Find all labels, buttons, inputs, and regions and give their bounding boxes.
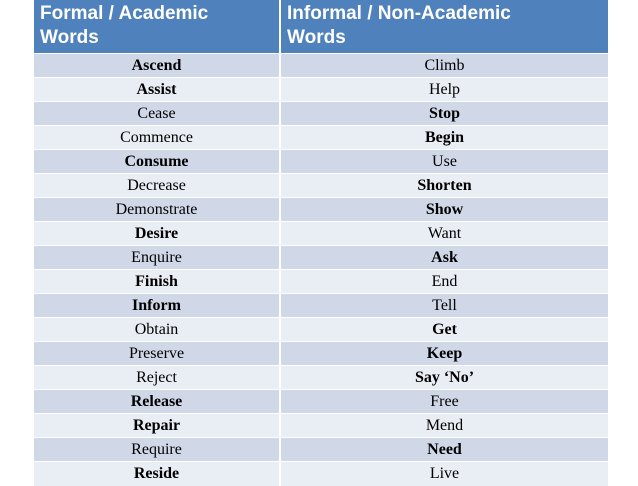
formal-word-cell: Preserve — [34, 342, 280, 366]
informal-word-cell: Want — [280, 222, 608, 246]
formal-informal-word-table — [34, 0, 608, 486]
header-formal-words — [34, 0, 280, 54]
table-row — [34, 270, 608, 294]
informal-word-cell: End — [280, 270, 608, 294]
word-table-container — [34, 0, 608, 486]
table-row — [34, 126, 608, 150]
formal-word-cell: Release — [34, 390, 280, 414]
header-formal-line-1: Formal / Academic — [40, 3, 209, 24]
formal-word-cell: Repair — [34, 414, 280, 438]
formal-word-cell: Reject — [34, 366, 280, 390]
header-informal-line-1: Informal / Non-Academic — [287, 3, 511, 24]
formal-word-cell: Enquire — [34, 246, 280, 270]
formal-word-cell: Obtain — [34, 318, 280, 342]
table-row — [34, 54, 608, 78]
informal-word-cell: Get — [280, 318, 608, 342]
table-row — [34, 222, 608, 246]
table-row — [34, 414, 608, 438]
header-formal-line-2: Words — [40, 27, 99, 48]
formal-word-cell: Inform — [34, 294, 280, 318]
table-row — [34, 246, 608, 270]
table-row — [34, 78, 608, 102]
formal-word-cell: Finish — [34, 270, 280, 294]
informal-word-cell: Help — [280, 78, 608, 102]
informal-word-cell: Shorten — [280, 174, 608, 198]
formal-word-cell: Assist — [34, 78, 280, 102]
informal-word-cell: Climb — [280, 54, 608, 78]
formal-word-cell: Reside — [34, 462, 280, 486]
table-row — [34, 342, 608, 366]
table-row — [34, 366, 608, 390]
informal-word-cell: Keep — [280, 342, 608, 366]
header-informal-line-2: Words — [287, 27, 346, 48]
informal-word-cell: Free — [280, 390, 608, 414]
informal-word-cell: Tell — [280, 294, 608, 318]
informal-word-cell: Ask — [280, 246, 608, 270]
table-row — [34, 318, 608, 342]
informal-word-cell: Use — [280, 150, 608, 174]
table-row — [34, 150, 608, 174]
informal-word-cell: Begin — [280, 126, 608, 150]
informal-word-cell: Stop — [280, 102, 608, 126]
formal-word-cell: Commence — [34, 126, 280, 150]
table-row — [34, 462, 608, 486]
formal-word-cell: Ascend — [34, 54, 280, 78]
table-row — [34, 102, 608, 126]
formal-word-cell: Cease — [34, 102, 280, 126]
header-informal-words — [280, 0, 608, 54]
table-header-row — [34, 0, 608, 54]
table-row — [34, 294, 608, 318]
informal-word-cell: Say ‘No’ — [280, 366, 608, 390]
table-row — [34, 198, 608, 222]
informal-word-cell: Mend — [280, 414, 608, 438]
table-row — [34, 438, 608, 462]
table-row — [34, 390, 608, 414]
formal-word-cell: Demonstrate — [34, 198, 280, 222]
formal-word-cell: Decrease — [34, 174, 280, 198]
informal-word-cell: Need — [280, 438, 608, 462]
table-row — [34, 174, 608, 198]
formal-word-cell: Require — [34, 438, 280, 462]
informal-word-cell: Live — [280, 462, 608, 486]
informal-word-cell: Show — [280, 198, 608, 222]
formal-word-cell: Consume — [34, 150, 280, 174]
formal-word-cell: Desire — [34, 222, 280, 246]
table-body — [34, 54, 608, 486]
